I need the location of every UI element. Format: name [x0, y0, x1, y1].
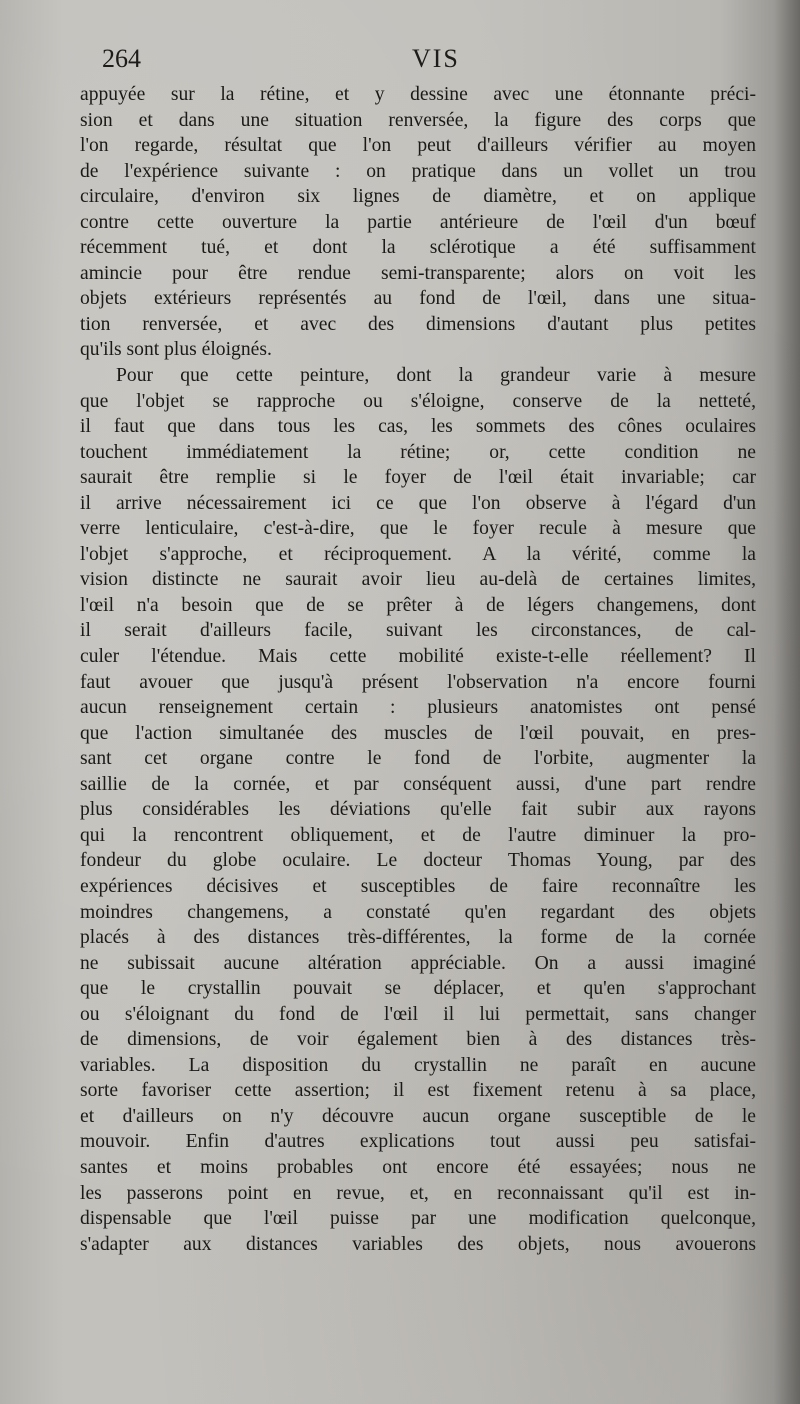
text-line: aucun renseignement certain : plusieurs anatomistes ont pensé — [80, 697, 756, 719]
text-line: objets extérieurs représentés au fond de l'œil, dans une situa- — [80, 288, 756, 310]
page-edge-shadow — [774, 0, 800, 1404]
text-line: de l'expérience suivante : on pratique dans un vollet un trou — [80, 160, 756, 182]
page-number: 264 — [102, 44, 141, 73]
text-line: plus considérables les déviations qu'elle fait subir aux rayons — [80, 799, 756, 821]
text-line: ne subissait aucune altération appréciable. On a aussi imaginé — [80, 952, 756, 974]
text-line: les passerons point en revue, et, en reconnaissant qu'il est in- — [80, 1182, 756, 1204]
text-line: s'adapter aux distances variables des objets, nous avouerons — [80, 1233, 756, 1255]
text-line: il serait d'ailleurs facile, suivant les circonstances, de cal- — [80, 620, 756, 642]
text-line: vision distincte ne saurait avoir lieu au-delà de certaines limites, — [80, 569, 756, 591]
text-line: santes et moins probables ont encore été essayées; nous ne — [80, 1156, 756, 1178]
text-line: et d'ailleurs on n'y découvre aucun organe susceptible de le — [80, 1105, 756, 1127]
text-line: qui la rencontrent obliquement, et de l'autre diminuer la pro- — [80, 824, 756, 846]
text-line: circulaire, d'environ six lignes de diamètre, et on applique — [80, 186, 756, 208]
text-line: dispensable que l'œil puisse par une modification quelconque, — [80, 1208, 756, 1230]
text-line: appuyée sur la rétine, et y dessine avec une étonnante préci- — [80, 84, 756, 105]
text-line: verre lenticulaire, c'est-à-dire, que le foyer recule à mesure que — [80, 518, 756, 540]
text-line: l'objet s'approche, et réciproquement. A la vérité, comme la — [80, 543, 756, 565]
text-line: faut avouer que jusqu'à présent l'observation n'a encore fourni — [80, 671, 756, 693]
text-line: il arrive nécessairement ici ce que l'on observe à l'égard d'un — [80, 492, 756, 514]
text-line: amincie pour être rendue semi-transparente; alors on voit les — [80, 262, 756, 284]
text-line: mouvoir. Enfin d'autres explications tout aussi peu satisfai- — [80, 1131, 756, 1153]
running-head: VIS — [412, 44, 460, 73]
text-line: placés à des distances très-différentes, la forme de la cornée — [80, 927, 756, 949]
paragraph-end-line: qu'ils sont plus éloignés. — [80, 339, 272, 361]
text-line: que le crystallin pouvait se déplacer, et qu'en s'approchant — [80, 978, 756, 1000]
text-line: expériences décisives et susceptibles de faire reconnaître les — [80, 875, 756, 897]
text-line: sion et dans une situation renversée, la figure des corps que — [80, 109, 756, 131]
text-line: sorte favoriser cette assertion; il est fixement retenu à sa place, — [80, 1080, 756, 1102]
text-line: ou s'éloignant du fond de l'œil il lui permettait, sans changer — [80, 1003, 756, 1025]
text-line: récemment tué, et dont la sclérotique a été suffisamment — [80, 237, 756, 259]
text-line: que l'objet se rapproche ou s'éloigne, conserve de la netteté, — [80, 390, 756, 412]
text-line: il faut que dans tous les cas, les sommets des cônes oculaires — [80, 416, 756, 438]
page-header — [102, 44, 752, 80]
text-line: l'œil n'a besoin que de se prêter à de légers changemens, dont — [80, 594, 756, 616]
text-line: culer l'étendue. Mais cette mobilité existe-t-elle réellement? Il — [80, 646, 756, 668]
text-line: tion renversée, et avec des dimensions d'autant plus petites — [80, 313, 756, 335]
text-line: contre cette ouverture la partie antérieure de l'œil d'un bœuf — [80, 211, 756, 233]
text-line: saurait être remplie si le foyer de l'œil était invariable; car — [80, 467, 756, 489]
text-line: saillie de la cornée, et par conséquent aussi, d'une part rendre — [80, 773, 756, 795]
text-line: l'on regarde, résultat que l'on peut d'ailleurs vérifier au moyen — [80, 135, 756, 157]
text-line: sant cet organe contre le fond de l'orbite, augmenter la — [80, 748, 756, 770]
body-text — [80, 82, 756, 1257]
text-line: moindres changemens, a constaté qu'en regardant des objets — [80, 901, 756, 923]
paragraph-start-line: Pour que cette peinture, dont la grandeur varie à mesure — [116, 365, 756, 387]
text-line: fondeur du globe oculaire. Le docteur Thomas Young, par des — [80, 850, 756, 872]
text-line: de dimensions, de voir également bien à des distances très- — [80, 1029, 756, 1051]
text-line: que l'action simultanée des muscles de l'œil pouvait, en pres- — [80, 722, 756, 744]
text-line: touchent immédiatement la rétine; or, cette condition ne — [80, 441, 756, 463]
text-line: variables. La disposition du crystallin ne paraît en aucune — [80, 1054, 756, 1076]
